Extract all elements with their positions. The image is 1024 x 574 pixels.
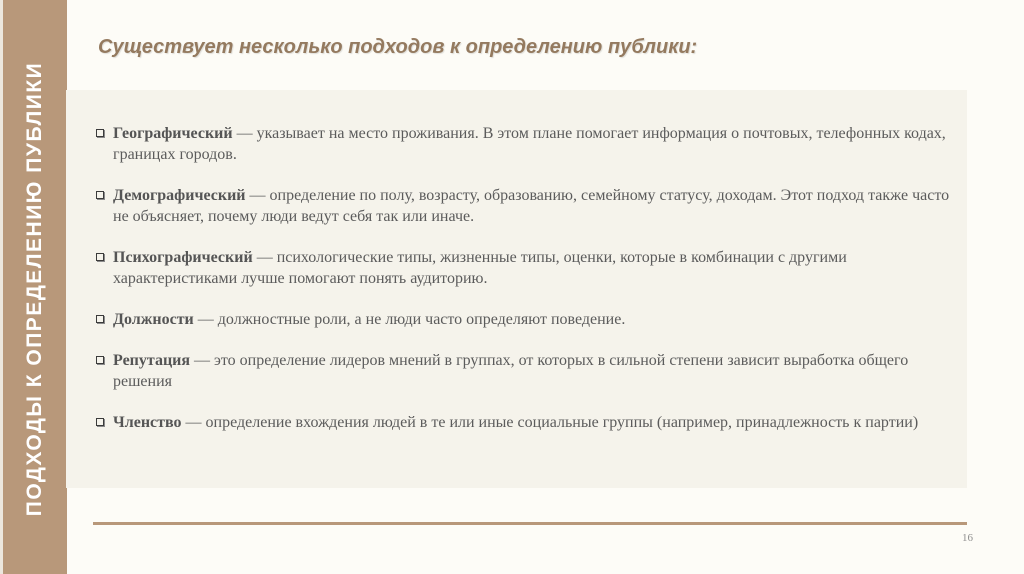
square-bullet-icon bbox=[96, 315, 104, 323]
approach-description: — определение вхождения людей в те или иные социальные группы (например, принадлежность к партии) bbox=[181, 414, 919, 431]
list-item bbox=[96, 350, 956, 392]
approach-description: — должностные роли, а не люди часто определяют поведение. bbox=[193, 311, 626, 328]
approach-description: — психологические типы, жизненные типы, оценки, которые в комбинации с другими характеристиками лучше помогают понять аудиторию. bbox=[113, 249, 847, 287]
square-bullet-icon bbox=[96, 356, 104, 364]
sidebar-title: ПОДХОДЫ К ОПРЕДЕЛЕНИЮ ПУБЛИКИ bbox=[23, 61, 46, 517]
approach-term: Психографический bbox=[113, 249, 253, 266]
sidebar-band bbox=[3, 0, 67, 574]
approach-term: Демографический bbox=[113, 187, 246, 204]
list-item bbox=[96, 123, 956, 165]
square-bullet-icon bbox=[96, 129, 104, 137]
list-item bbox=[96, 412, 956, 433]
approach-term: Членство bbox=[113, 414, 182, 431]
approach-term: Географический bbox=[113, 125, 233, 142]
approach-term: Должности bbox=[113, 311, 194, 328]
square-bullet-icon bbox=[96, 191, 104, 199]
list-item bbox=[96, 185, 956, 227]
approach-list bbox=[96, 123, 956, 453]
approach-description: — это определение лидеров мнений в группах, от которых в сильной степени зависит выработка общего решения bbox=[113, 352, 909, 390]
content-panel bbox=[66, 90, 967, 488]
square-bullet-icon bbox=[96, 418, 104, 426]
list-item bbox=[96, 309, 956, 330]
page-title: Существует несколько подходов к определению публики: bbox=[98, 36, 698, 58]
list-item bbox=[96, 247, 956, 289]
footer-divider bbox=[93, 522, 967, 525]
square-bullet-icon bbox=[96, 253, 104, 261]
approach-description: — определение по полу, возрасту, образованию, семейному статусу, доходам. Этот подход также часто не объясняет, почему люди ведут себя так или иначе. bbox=[113, 187, 950, 225]
approach-term: Репутация bbox=[113, 352, 191, 369]
approach-description: — указывает на место проживания. В этом плане помогает информация о почтовых, телефонных кодах, границах городов. bbox=[113, 125, 946, 163]
page-number: 16 bbox=[962, 532, 973, 544]
